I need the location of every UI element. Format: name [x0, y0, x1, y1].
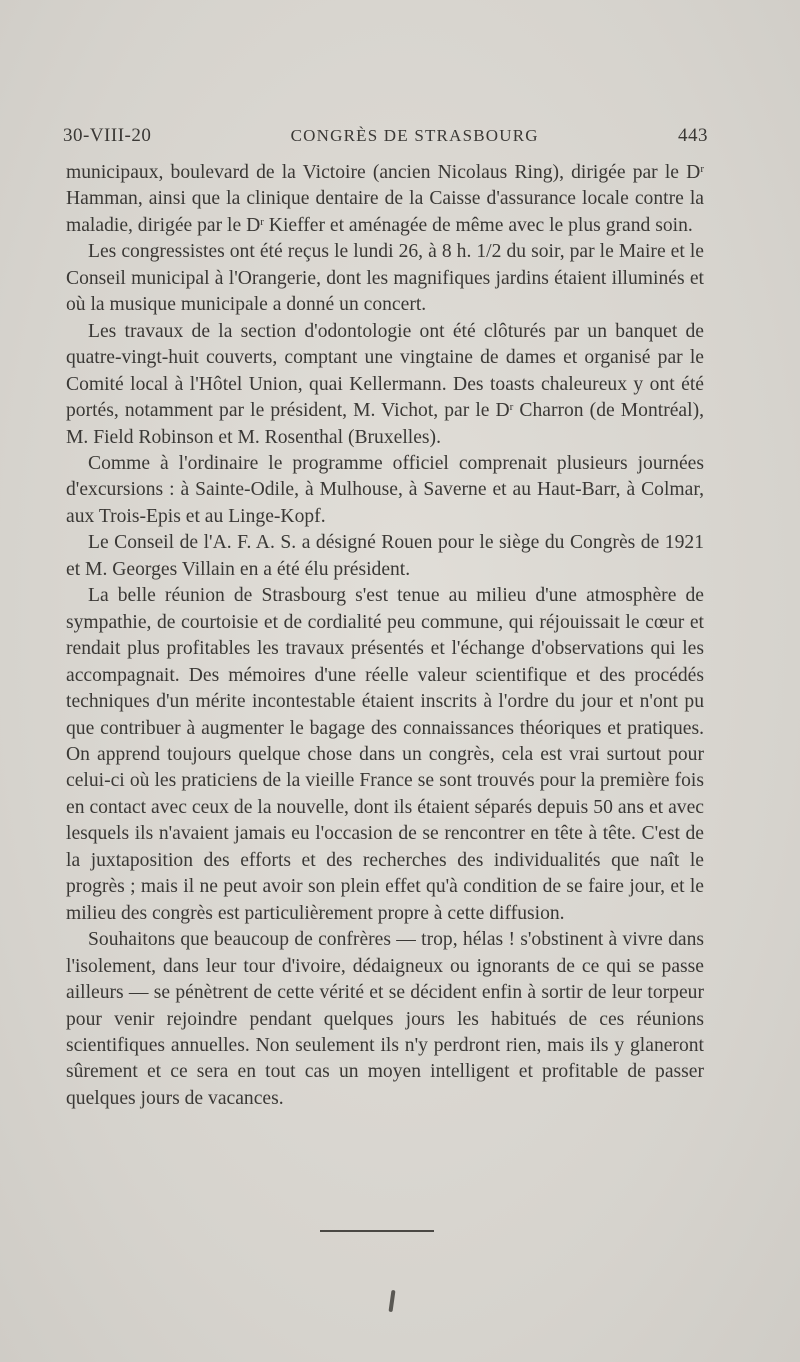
paragraph-4: Comme à l'ordinaire le programme officiel comprenait plusieurs journées d'excursions : à Sainte-Odile, à Mulhouse, à Saverne et au Haut-Barr, à Colmar, aux Trois-Epis et au Linge-Kopf.	[66, 452, 704, 527]
paragraph-5: Le Conseil de l'A. F. A. S. a désigné Rouen pour le siège du Congrès de 1921 et M. Georges Villain en a été élu président.	[66, 532, 704, 580]
superscript-dr: r	[700, 163, 704, 175]
paragraph-7: Souhaitons que beaucoup de confrères — trop, hélas ! s'obstinent à vivre dans l'isolement, dans leur tour d'ivoire, dédaigneux ou ignorants de ce qui se passe ailleurs — se pénètrent de cette vérité et se décident enfin à sortir de leur torpeur pour venir rejoindre pendant quelques jours les habitués de ces réunions scientifiques annuelles. Non seulement ils n'y perdront rien, mais ils y glaneront sûrement et ce sera en tout cas un moyen intelligent et profitable de passer quelques jours de vacances.	[66, 929, 704, 1109]
running-header	[63, 125, 708, 147]
page-number: 443	[678, 125, 708, 146]
header-title: CONGRÈS DE STRASBOURG	[290, 126, 539, 145]
paragraph-1-text-e: Kieffer et aménagée de même avec le plus grand soin.	[263, 214, 693, 236]
paragraph-3	[66, 319, 704, 451]
superscript-dr: r	[509, 401, 514, 414]
paragraph-1-text-a: municipaux, boulevard de la Victoire (ancien Nicolaus Ring), dirigée par le D	[66, 162, 701, 183]
header-date: 30-VIII-20	[63, 125, 152, 146]
superscript-dr: r	[260, 215, 264, 228]
paragraph-3-text-a: Les travaux de la section d'odontologie ont été clôturés par un banquet de quatre-vingt-huit couverts, comptant une vingtaine de dames et organisé par le Comité local à l'Hôtel Union, quai Kellermann. Des toasts chaleureux y ont été portés, notamment par le président, M. Vichot, par le D	[66, 320, 704, 422]
article-body	[66, 160, 704, 1112]
paragraph-6: La belle réunion de Strasbourg s'est tenue au milieu d'une atmosphère de sympathie, de courtoisie et de cordialité peu commune, qui réjouissait le cœur et rendait plus profitables les travaux présentés et l'échange d'observations qui les accompagnait. Des mémoires d'une réelle valeur scientifique et des procédés techniques d'un mérite incontestable étaient inscrits à l'ordre du jour et n'ont pu que contribuer à augmenter le bagage des connaissances théoriques et pratiques. On apprend toujours quelque chose dans un congrès, cela est vrai surtout pour celui-ci où les praticiens de la vieille France se sont trouvés pour la première fois en contact avec ceux de la nouvelle, dont ils étaient séparés depuis 50 ans et avec lesquels ils n'avaient jamais eu l'occasion de se rencontrer en tête à tête. C'est de la juxtaposition des efforts et des recherches des individualités que naît le progrès ; mais il ne peut avoir son plein effet qu'à condition de se faire jour, et le milieu des congrès est particulièrement propre à cette diffusion.	[66, 585, 704, 924]
paragraph-2: Les congressistes ont été reçus le lundi 26, à 8 h. 1/2 du soir, par le Maire et le Conseil municipal à l'Orangerie, dont les magnifiques jardins étaient illuminés et où la musique municipale a donné un concert.	[66, 241, 704, 316]
paragraph-3-text-c: Charron (de Montréal), M. Field Robinson et M. Rosenthal (Bruxelles).	[66, 400, 704, 448]
paragraph-1-text-c: Hamman, ainsi que la clinique dentaire de la Caisse d'assurance locale contre la maladie, dirigée par le D	[66, 188, 704, 236]
end-rule	[320, 1230, 434, 1232]
ink-mark	[388, 1290, 395, 1312]
paragraph-1	[66, 160, 704, 239]
